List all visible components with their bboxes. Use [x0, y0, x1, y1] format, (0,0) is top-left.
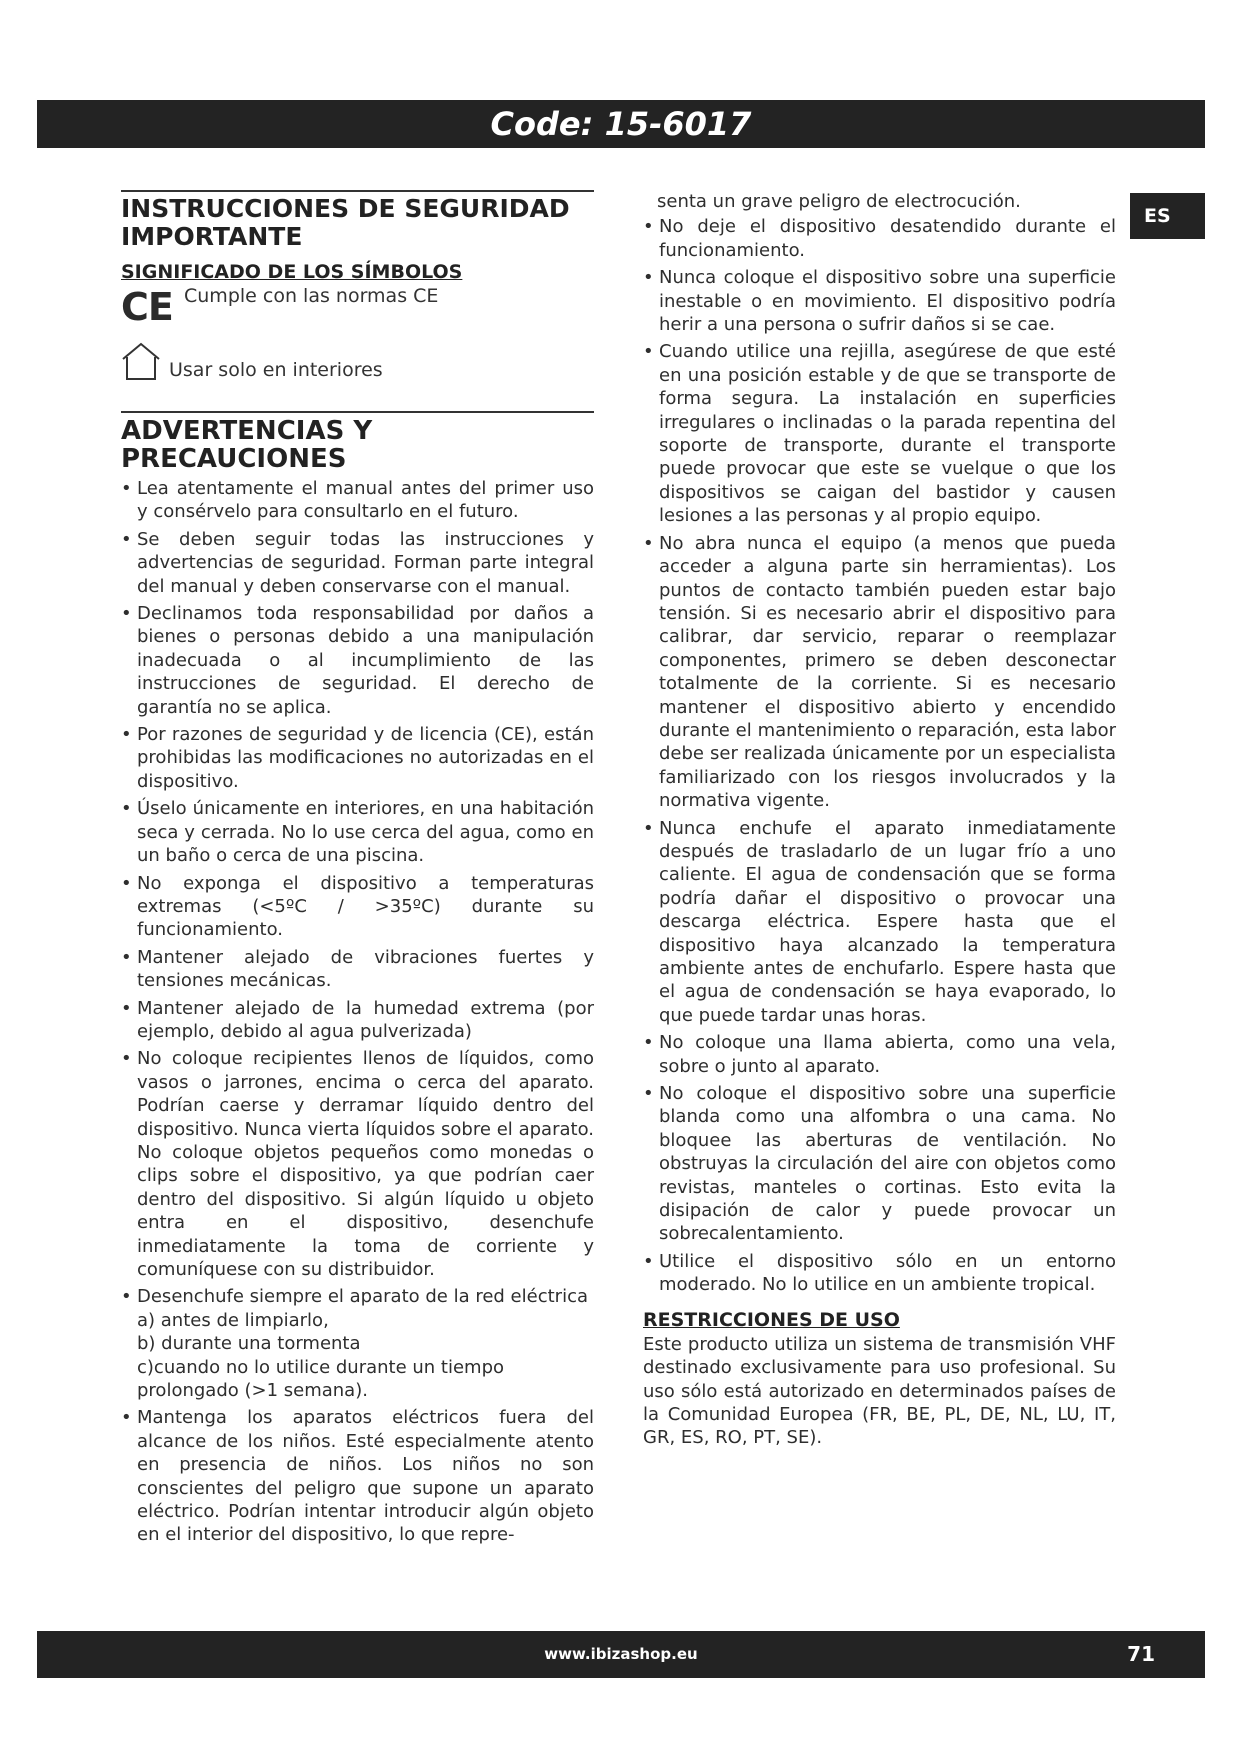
- warnings-list: [121, 477, 594, 1547]
- unplug-c: c)cuando no lo utilice durante un tiempo prolongado (>1 semana).: [137, 1356, 505, 1402]
- list-item: • Mantenga los aparatos eléctricos fuera del alcance de los niños. Esté especialmente atento en presencia de niños. Los niños no son conscientes del peligro que supone un aparato eléctrico. Podrían intentar introducir algún objeto en el interior del dispositivo, lo que repre-: [121, 1406, 594, 1546]
- list-item: • Lea atentamente el manual antes del primer uso y consérvelo para consultarlo en el futuro.: [121, 477, 594, 524]
- left-column: [121, 190, 594, 1551]
- list-item: • No abra nunca el equipo (a menos que pueda acceder a alguna parte sin herramientas). Los puntos de contacto también pueden estar bajo tensión. Si es necesario abrir el dispositivo para calibrar, dar servicio, reparar o reemplazar componentes, primero se deben desconectar totalmente de la corriente. Si es necesario mantener el dispositivo abierto y encendido durante el mantenimiento o reparación, esta labor debe ser realizada únicamente por un especialista familiarizado con los riesgos involucrados y la normativa vigente.: [643, 532, 1116, 813]
- section-rule: [121, 411, 594, 413]
- footer-bar: [37, 1631, 1205, 1678]
- list-item: • No exponga el dispositivo a temperaturas extremas (<5ºC / >35ºC) durante su funcionamiento.: [121, 872, 594, 942]
- list-item: • Se deben seguir todas las instrucciones y advertencias de seguridad. Forman parte integral del manual y deben conservarse con el manual.: [121, 528, 594, 598]
- list-item: • Mantener alejado de la humedad extrema (por ejemplo, debido al agua pulverizada): [121, 997, 594, 1044]
- symbols-title: SIGNIFICADO DE LOS SÍMBOLOS: [121, 261, 463, 283]
- list-item: • No coloque el dispositivo sobre una superficie blanda como una alfombra o una cama. No bloquee las aberturas de ventilación. No obstruyas la circulación del aire con objetos como revistas, manteles o cortinas. Esto evita la disipación de calor y puede provocar un sobrecalentamiento.: [643, 1082, 1116, 1246]
- page-number: 71: [1127, 1642, 1155, 1666]
- warnings-list-continued: [643, 215, 1116, 1296]
- list-item: • Nunca enchufe el aparato inmediatamente después de trasladarlo de un lugar frío a uno caliente. El agua de condensación que se forma podría dañar el dispositivo o provocar una descarga eléctrica. Espere hasta que el dispositivo haya alcanzado la temperatura ambiente antes de enchufarlo. Espere hasta que el agua de condensación se haya evaporado, lo que puede tardar unas horas.: [643, 817, 1116, 1028]
- list-item: • Nunca coloque el dispositivo sobre una superficie inestable o en movimiento. El dispositivo podría herir a una persona o sufrir daños si se cae.: [643, 266, 1116, 336]
- indoor-symbol-row: [121, 337, 594, 389]
- unplug-intro: • Desenchufe siempre el aparato de la red eléctrica: [137, 1286, 588, 1308]
- product-code: Code: 15-6017: [490, 105, 752, 143]
- list-item: • Cuando utilice una rejilla, asegúrese de que esté en una posición estable y de que se transporte de forma segura. La instalación en superficies irregulares o inclinadas o la parada repentina del soporte de transporte, durante el transporte puede provocar que este se vuelque o que los dispositivos se caigan del bastidor y causen lesiones a las personas y al propio equipo.: [643, 340, 1116, 527]
- continued-text: senta un grave peligro de electrocución.: [657, 191, 1021, 212]
- language-tab: ES: [1130, 193, 1205, 239]
- list-item: • Úselo únicamente en interiores, en una habitación seca y cerrada. No lo use cerca del agua, como en un baño o cerca de una piscina.: [121, 797, 594, 867]
- right-column: [643, 190, 1116, 1450]
- ce-symbol-row: [121, 283, 594, 331]
- unplug-a: a) antes de limpiarlo,: [137, 1309, 329, 1331]
- warnings-title: ADVERTENCIAS Y PRECAUCIONES: [121, 416, 373, 474]
- list-item: • Por razones de seguridad y de licencia (CE), están prohibidas las modificaciones no autorizadas en el dispositivo.: [121, 723, 594, 793]
- list-item-unplug: [121, 1285, 594, 1402]
- house-icon: [121, 341, 161, 385]
- unplug-b: b) durante una tormenta: [137, 1333, 361, 1355]
- header-bar: [37, 100, 1205, 148]
- list-item: • Mantener alejado de vibraciones fuertes y tensiones mecánicas.: [121, 946, 594, 993]
- list-item: • Declinamos toda responsabilidad por daños a bienes o personas debido a una manipulación inadecuada o al incumplimiento de las instrucciones de seguridad. El derecho de garantía no se aplica.: [121, 602, 594, 719]
- restrictions-title: RESTRICCIONES DE USO: [643, 1308, 900, 1331]
- ce-mark-icon: CE: [121, 285, 173, 329]
- list-item: • No deje el dispositivo desatendido durante el funcionamiento.: [643, 215, 1116, 262]
- list-item: • No coloque una llama abierta, como una vela, sobre o junto al aparato.: [643, 1031, 1116, 1078]
- indoor-text: Usar solo en interiores: [169, 359, 383, 381]
- ce-text: Cumple con las normas CE: [184, 285, 439, 307]
- website-link[interactable]: www.ibizashop.eu: [544, 1645, 698, 1663]
- safety-title: INSTRUCCIONES DE SEGURIDAD IMPORTANTE: [121, 194, 570, 251]
- list-item: • No coloque recipientes llenos de líquidos, como vasos o jarrones, encima o cerca del aparato. Podrían caerse y derramar líquido dentro del dispositivo. Nunca vierta líquidos sobre el aparato. No coloque objetos pequeños como monedas o clips sobre el dispositivo, ya que podrían caer dentro del dispositivo. Si algún líquido u objeto entra en el dispositivo, desenchufe inmediatamente la toma de corriente y comuníquese con su distribuidor.: [121, 1047, 594, 1281]
- section-rule: [121, 190, 594, 192]
- list-item: • Utilice el dispositivo sólo en un entorno moderado. No lo utilice en un ambiente tropical.: [643, 1250, 1116, 1297]
- restrictions-text: Este producto utiliza un sistema de transmisión VHF destinado exclusivamente para uso profesional. Su uso sólo está autorizado en determinados países de la Comunidad Europea (FR, BE, PL, DE, NL, LU, IT, GR, ES, RO, PT, SE).: [643, 1333, 1116, 1449]
